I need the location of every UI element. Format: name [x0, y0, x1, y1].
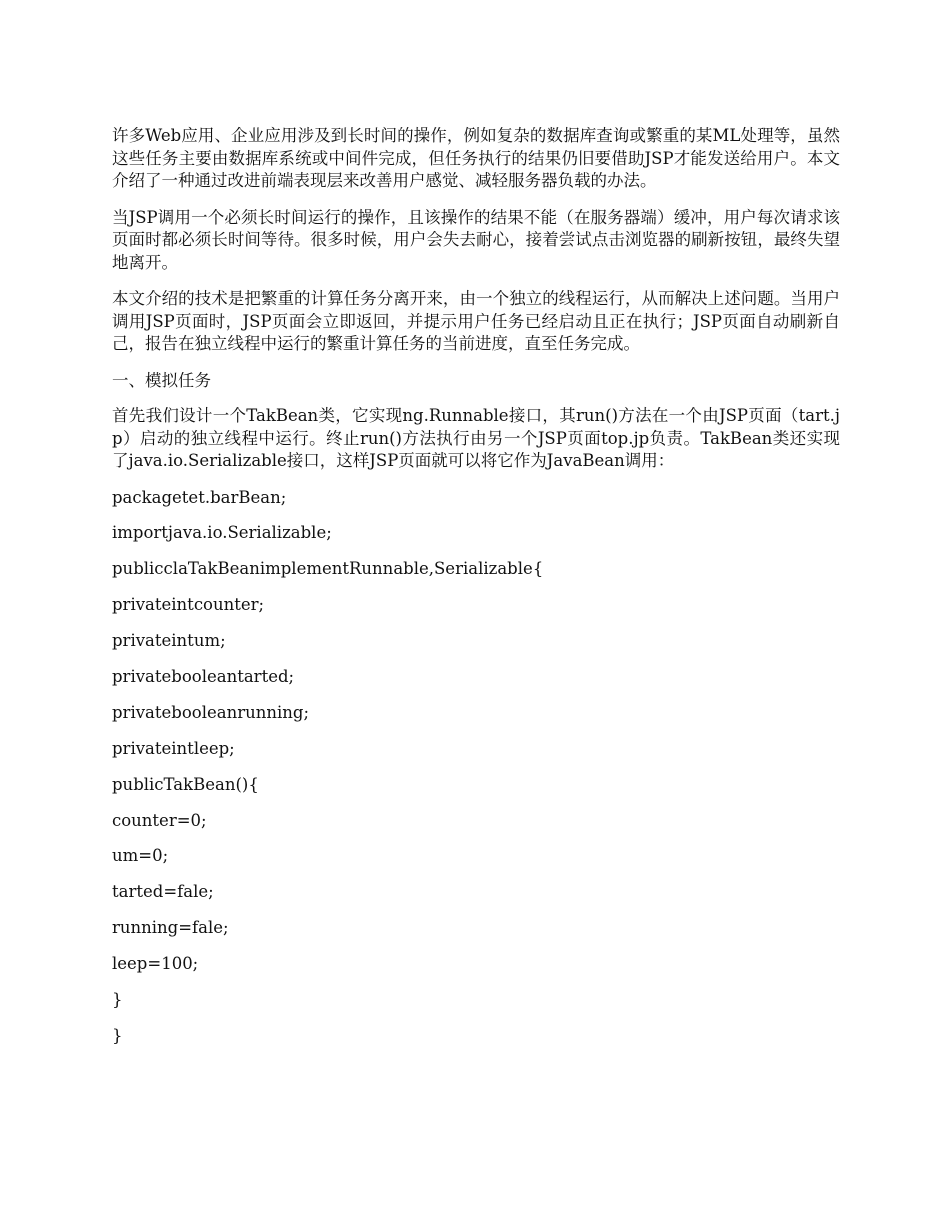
section-heading-simulated-task: 一、模拟任务	[112, 370, 211, 390]
code-line: }	[112, 989, 123, 1009]
code-line: leep=100;	[112, 954, 199, 974]
code-line: privateintleep;	[112, 738, 235, 758]
code-line: running=fale;	[112, 918, 229, 938]
code-line: packagetet.barBean;	[112, 487, 287, 507]
code-line: importjava.io.Serializable;	[112, 523, 332, 543]
code-line: counter=0;	[112, 810, 207, 830]
intro-paragraph-3: 本文介绍的技术是把繁重的计算任务分离开来，由一个独立的线程运行，从而解决上述问题。当用户调用JSP页面时，JSP页面会立即返回，并提示用户任务已经启动且正在执行；JSP页面自动刷新自己，报告在独立线程中运行的繁重计算任务的当前进度，直至任务完成。	[112, 289, 840, 353]
document-page	[112, 125, 840, 1061]
code-line: privatebooleantarted;	[112, 666, 295, 686]
code-line: privateintum;	[112, 631, 226, 651]
code-line: publicTakBean(){	[112, 774, 259, 794]
code-line: privateintcounter;	[112, 595, 265, 615]
intro-paragraph-1: 许多Web应用、企业应用涉及到长时间的操作，例如复杂的数据库查询或繁重的某ML处理等，虽然这些任务主要由数据库系统或中间件完成，但任务执行的结果仍旧要借助JSP才能发送给用户。本文介绍了一种通过改进前端表现层来改善用户感觉、减轻服务器负载的办法。	[112, 126, 840, 190]
section-paragraph-1: 首先我们设计一个TakBean类，它实现ng.Runnable接口，其run()方法在一个由JSP页面（tart.jp）启动的独立线程中运行。终止run()方法执行由另一个JSP页面top.jp负责。TakBean类还实现了java.io.Serializable接口，这样JSP页面就可以将它作为JavaBean调用：	[112, 406, 840, 470]
code-line: tarted=fale;	[112, 882, 214, 902]
code-line: publicclaTakBeanimplementRunnable,Serializable{	[112, 559, 544, 579]
intro-paragraph-2: 当JSP调用一个必须长时间运行的操作，且该操作的结果不能（在服务器端）缓冲，用户每次请求该页面时都必须长时间等待。很多时候，用户会失去耐心，接着尝试点击浏览器的刷新按钮，最终失望地离开。	[112, 207, 840, 272]
code-line: privatebooleanrunning;	[112, 702, 310, 722]
code-line: um=0;	[112, 846, 169, 866]
code-listing	[112, 487, 840, 1048]
code-line: }	[112, 1025, 123, 1045]
